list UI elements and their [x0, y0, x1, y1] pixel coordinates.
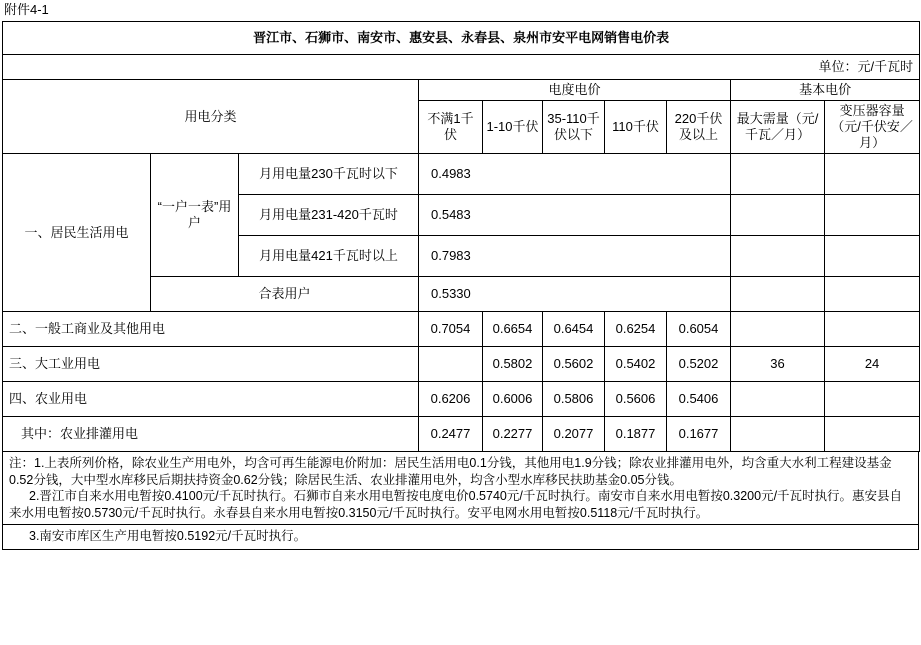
- row-label-tier3: 月用电量421千瓦时以上: [239, 236, 419, 277]
- value-large-under-1kv: [419, 347, 483, 382]
- value-large-1-10kv: 0.5802: [483, 347, 543, 382]
- value-irrigation-110kv: 0.1877: [605, 417, 667, 452]
- header-basic-price-group: 基本电价: [731, 80, 920, 101]
- value-large-35-110kv: 0.5602: [543, 347, 605, 382]
- note-divider: [3, 524, 918, 525]
- value-agri-35-110kv: 0.5806: [543, 382, 605, 417]
- header-col-110kv: 110千伏: [605, 101, 667, 154]
- value-agri-under-1kv: 0.6206: [419, 382, 483, 417]
- page-title: 晋江市、石狮市、南安市、惠安县、永春县、泉州市安平电网销售电价表: [3, 22, 920, 55]
- note-3: 3.南安市库区生产用电暂按0.5192元/千瓦时执行。: [29, 529, 307, 543]
- notes-section: [2, 452, 919, 550]
- value-combined-meter: 0.5330: [419, 277, 731, 312]
- value-general-1-10kv: 0.6654: [483, 312, 543, 347]
- row-label-combined-meter: 合表用户: [151, 277, 419, 312]
- section-residential-label: 一、居民生活用电: [3, 154, 151, 312]
- value-general-transformer: [825, 312, 920, 347]
- value-general-110kv: 0.6254: [605, 312, 667, 347]
- empty-cell: [731, 277, 825, 312]
- value-agri-1-10kv: 0.6006: [483, 382, 543, 417]
- empty-cell: [731, 236, 825, 277]
- header-energy-price-group: 电度电价: [419, 80, 731, 101]
- value-agri-max-demand: [731, 382, 825, 417]
- electricity-price-table: [2, 21, 920, 452]
- value-tier3: 0.7983: [419, 236, 731, 277]
- row-label-agri-irrigation: 其中：农业排灌用电: [3, 417, 419, 452]
- unit-label: 单位：元/千瓦时: [3, 55, 920, 80]
- value-tier2: 0.5483: [419, 195, 731, 236]
- empty-cell: [731, 195, 825, 236]
- empty-cell: [825, 236, 920, 277]
- note-2: 2.晋江市自来水用电暂按0.4100元/千瓦时执行。石狮市自来水用电暂按电度电价0.5740元/千瓦时执行。南安市自来水用电暂按0.3200元/千瓦时执行。惠安县自来水用电暂按0.5730元/千瓦时执行。永春县自来水用电暂按0.3150元/千瓦时执行。安平电网水用电暂按0.5118元/千瓦时执行。: [9, 489, 903, 520]
- empty-cell: [731, 154, 825, 195]
- value-general-max-demand: [731, 312, 825, 347]
- header-col-220kv-above: 220千伏及以上: [667, 101, 731, 154]
- empty-cell: [825, 277, 920, 312]
- value-general-220kv: 0.6054: [667, 312, 731, 347]
- value-agri-transformer: [825, 382, 920, 417]
- value-irrigation-1-10kv: 0.2277: [483, 417, 543, 452]
- note-1: 注：1.上表所列价格，除农业生产用电外，均含可再生能源电价附加：居民生活用电0.1分钱，其他用电1.9分钱；除农业排灌用电外，均含重大水利工程建设基金0.52分钱，大中型水库移民后期扶持资金0.62分钱；除居民生活、农业排灌用电外，均含小型水库移民扶助基金0.05分钱。: [9, 456, 892, 487]
- attachment-tag: 附件4-1: [4, 2, 49, 17]
- header-col-max-demand: 最大需量（元/千瓦／月）: [731, 101, 825, 154]
- row-label-general-industry: 二、一般工商业及其他用电: [3, 312, 419, 347]
- value-large-220kv: 0.5202: [667, 347, 731, 382]
- row-label-large-industry: 三、大工业用电: [3, 347, 419, 382]
- header-col-1-10kv: 1-10千伏: [483, 101, 543, 154]
- subgroup-one-household-one-meter: “一户一表”用户: [151, 154, 239, 277]
- header-col-under-1kv: 不满1千伏: [419, 101, 483, 154]
- value-agri-110kv: 0.5606: [605, 382, 667, 417]
- value-general-35-110kv: 0.6454: [543, 312, 605, 347]
- value-large-transformer: 24: [825, 347, 920, 382]
- value-irrigation-220kv: 0.1677: [667, 417, 731, 452]
- empty-cell: [825, 154, 920, 195]
- row-label-agriculture: 四、农业用电: [3, 382, 419, 417]
- value-large-max-demand: 36: [731, 347, 825, 382]
- value-irrigation-under-1kv: 0.2477: [419, 417, 483, 452]
- value-large-110kv: 0.5402: [605, 347, 667, 382]
- header-col-transformer-capacity: 变压器容量（元/千伏安／月）: [825, 101, 920, 154]
- row-label-tier2: 月用电量231-420千瓦时: [239, 195, 419, 236]
- value-general-under-1kv: 0.7054: [419, 312, 483, 347]
- empty-cell: [825, 195, 920, 236]
- value-irrigation-max-demand: [731, 417, 825, 452]
- header-category: 用电分类: [3, 80, 419, 154]
- header-col-35-110kv: 35-110千伏以下: [543, 101, 605, 154]
- value-irrigation-transformer: [825, 417, 920, 452]
- value-tier1: 0.4983: [419, 154, 731, 195]
- value-irrigation-35-110kv: 0.2077: [543, 417, 605, 452]
- value-agri-220kv: 0.5406: [667, 382, 731, 417]
- row-label-tier1: 月用电量230千瓦时以下: [239, 154, 419, 195]
